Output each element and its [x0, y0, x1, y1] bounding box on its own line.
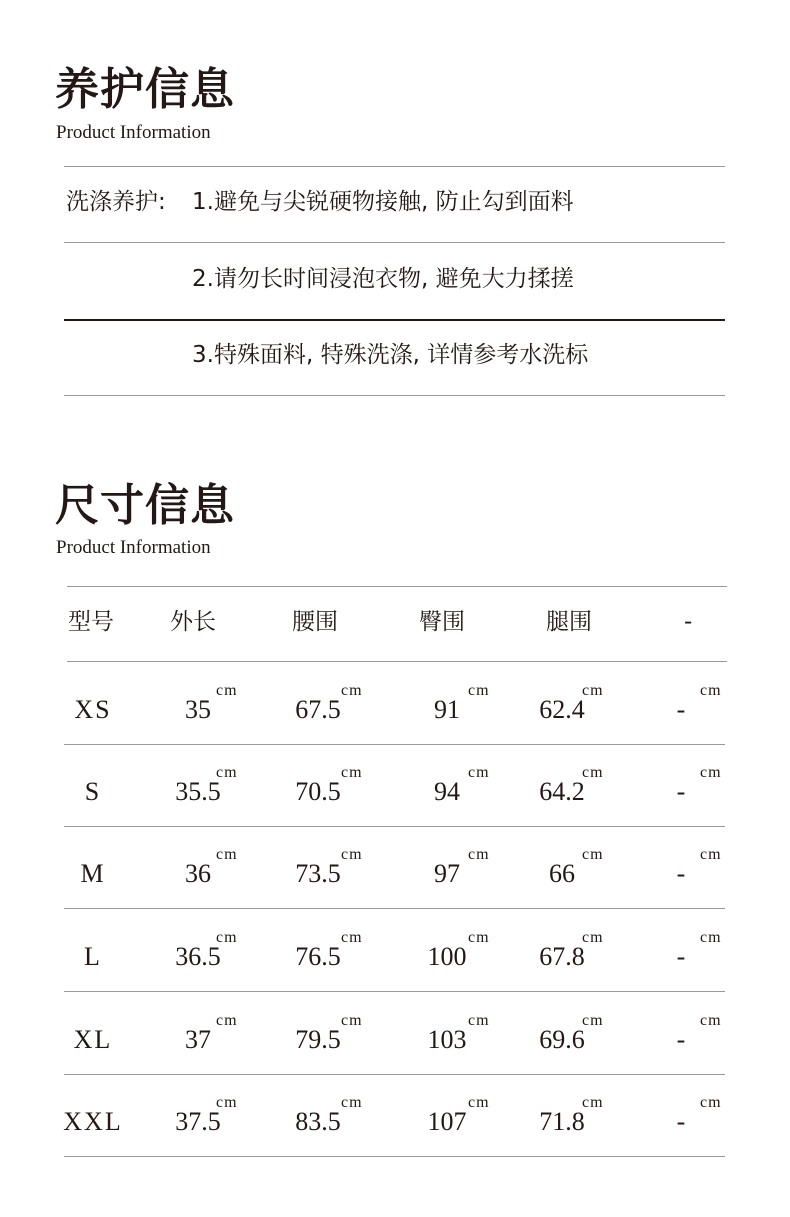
size-row-rule — [64, 908, 725, 909]
size-unit-label: cm — [216, 846, 238, 863]
size-row-value: 103 — [427, 1025, 467, 1054]
size-row-rule — [64, 1074, 725, 1075]
size-row-value: 91 — [434, 695, 460, 724]
size-row-rule — [64, 744, 725, 745]
size-row-value: 64.2 — [539, 777, 585, 806]
size-row-label: L — [84, 942, 102, 971]
size-unit-label: cm — [582, 1094, 604, 1111]
size-unit-label: cm — [700, 682, 722, 699]
size-row-value: 100 — [427, 942, 467, 971]
size-table-top-rule — [67, 586, 727, 587]
size-row-value: - — [676, 942, 686, 971]
size-unit-label: cm — [582, 1012, 604, 1029]
size-unit-label: cm — [582, 682, 604, 699]
size-row-value: 79.5 — [295, 1025, 341, 1054]
size-row-value: 37.5 — [175, 1107, 221, 1136]
size-row-rule — [64, 826, 725, 827]
care-divider-bottom — [64, 395, 725, 396]
size-row-value: 71.8 — [539, 1107, 585, 1136]
size-row-value: 69.6 — [539, 1025, 585, 1054]
size-unit-label: cm — [468, 1012, 490, 1029]
size-row-label: S — [84, 777, 102, 806]
size-unit-label: cm — [216, 1012, 238, 1029]
size-unit-label: cm — [468, 682, 490, 699]
care-line-1: 1.避免与尖锐硬物接触, 防止勾到面料 — [192, 189, 574, 215]
size-title: 尺寸信息 — [55, 480, 235, 531]
size-row-label: XXL — [63, 1107, 123, 1136]
size-unit-label: cm — [468, 846, 490, 863]
size-header-3: 臀围 — [419, 609, 465, 635]
size-row-value: 107 — [427, 1107, 467, 1136]
size-header-rule — [67, 661, 727, 662]
size-row-value: 97 — [434, 859, 460, 888]
care-label: 洗涤养护: — [66, 189, 166, 215]
size-header-5: - — [684, 609, 693, 635]
size-row-label: XL — [73, 1025, 113, 1054]
size-unit-label: cm — [341, 764, 363, 781]
size-unit-label: cm — [582, 929, 604, 946]
size-row-rule — [64, 1156, 725, 1157]
size-unit-label: cm — [468, 1094, 490, 1111]
size-unit-label: cm — [216, 682, 238, 699]
size-unit-label: cm — [216, 929, 238, 946]
size-unit-label: cm — [700, 846, 722, 863]
size-row-value: 36.5 — [175, 942, 221, 971]
size-unit-label: cm — [341, 1094, 363, 1111]
care-divider-2 — [64, 319, 725, 321]
size-subtitle: Product Information — [56, 537, 211, 558]
size-row-value: 37 — [185, 1025, 211, 1054]
size-row-value: 67.8 — [539, 942, 585, 971]
size-row-value: 35 — [185, 695, 211, 724]
size-row-label: XS — [74, 695, 112, 724]
size-unit-label: cm — [468, 764, 490, 781]
size-row-value: 76.5 — [295, 942, 341, 971]
size-row-value: - — [676, 859, 686, 888]
care-divider-1 — [64, 242, 725, 243]
size-unit-label: cm — [468, 929, 490, 946]
size-row-value: 94 — [434, 777, 460, 806]
care-line-3: 3.特殊面料, 特殊洗涤, 详情参考水洗标 — [192, 342, 589, 368]
care-line-2: 2.请勿长时间浸泡衣物, 避免大力揉搓 — [192, 266, 574, 292]
size-unit-label: cm — [341, 846, 363, 863]
care-divider-top — [64, 166, 725, 167]
size-header-1: 外长 — [170, 609, 216, 635]
size-unit-label: cm — [341, 1012, 363, 1029]
size-unit-label: cm — [216, 764, 238, 781]
size-header-2: 腰围 — [292, 609, 338, 635]
size-unit-label: cm — [582, 764, 604, 781]
size-row-value: - — [676, 695, 686, 724]
care-subtitle: Product Information — [56, 122, 211, 143]
size-row-value: - — [676, 777, 686, 806]
size-row-label: M — [80, 859, 106, 888]
size-row-value: 83.5 — [295, 1107, 341, 1136]
size-header-4: 腿围 — [546, 609, 592, 635]
size-unit-label: cm — [341, 929, 363, 946]
size-row-value: 35.5 — [175, 777, 221, 806]
size-unit-label: cm — [582, 846, 604, 863]
size-unit-label: cm — [700, 1094, 722, 1111]
size-row-rule — [64, 991, 725, 992]
size-row-value: 66 — [549, 859, 575, 888]
size-row-value: 62.4 — [539, 695, 585, 724]
size-unit-label: cm — [216, 1094, 238, 1111]
size-row-value: 70.5 — [295, 777, 341, 806]
size-row-value: 67.5 — [295, 695, 341, 724]
size-row-value: 73.5 — [295, 859, 341, 888]
size-row-value: 36 — [185, 859, 211, 888]
size-row-value: - — [676, 1107, 686, 1136]
size-unit-label: cm — [700, 764, 722, 781]
size-unit-label: cm — [700, 929, 722, 946]
size-row-value: - — [676, 1025, 686, 1054]
size-header-0: 型号 — [68, 609, 114, 635]
care-title: 养护信息 — [55, 64, 235, 115]
size-unit-label: cm — [341, 682, 363, 699]
size-unit-label: cm — [700, 1012, 722, 1029]
